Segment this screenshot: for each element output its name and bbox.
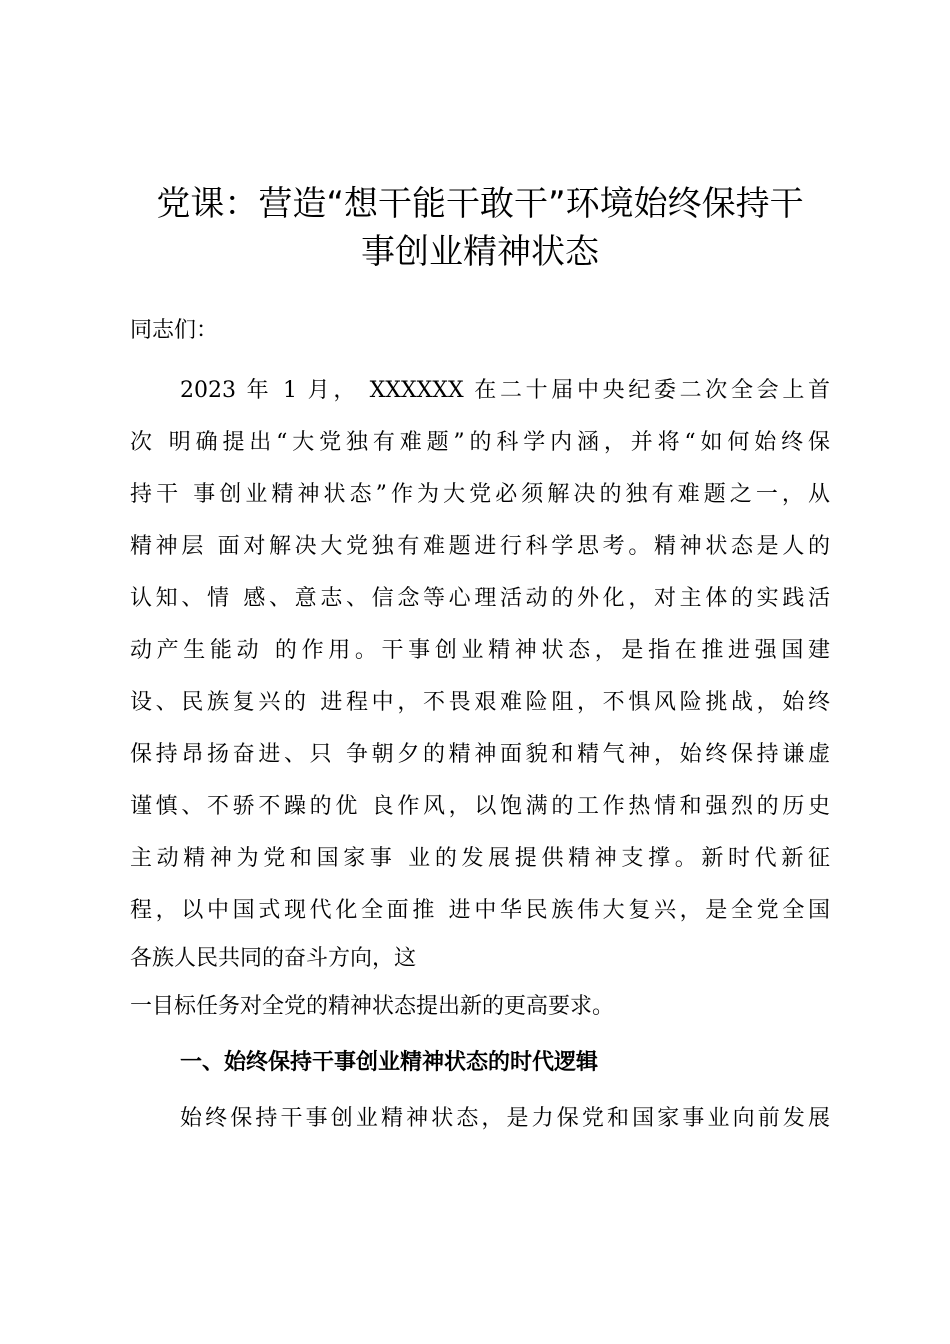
paragraph-line: 精神层 面对解决大党独有难题进行科学思考。精神状态是人的 bbox=[130, 534, 830, 559]
paragraph-line: 持干 事创业精神状态”作为大党必须解决的独有难题之一，从 bbox=[130, 482, 830, 507]
paragraph-line: 保持昂扬奋进、只 争朝夕的精神面貌和精气神，始终保持谦虚 bbox=[130, 742, 830, 767]
paragraph-line: 次 明确提出“大党独有难题”的科学内涵，并将“如何始终保 bbox=[130, 430, 830, 455]
paragraph-line: 各族人民共同的奋斗方向，这 bbox=[130, 946, 417, 971]
paragraph-line: 动产生能动 的作用。干事创业精神状态，是指在推进强国建 bbox=[130, 638, 830, 663]
paragraph-line: 一目标任务对全党的精神状态提出新的更高要求。 bbox=[130, 994, 615, 1019]
document-title-line-1: 党课：营造“想干能干敢干”环境始终保持干 bbox=[156, 184, 804, 224]
section-heading: 一、始终保持干事创业精神状态的时代逻辑 bbox=[180, 1050, 599, 1075]
document-title-line-2: 事创业精神状态 bbox=[361, 232, 599, 272]
paragraph-line: 始终保持干事创业精神状态，是力保党和国家事业向前发展 bbox=[180, 1106, 830, 1131]
paragraph-line: 认知、情 感、意志、信念等心理活动的外化，对主体的实践活 bbox=[130, 586, 830, 611]
paragraph-line: 主动精神为党和国家事 业的发展提供精神支撑。新时代新征 bbox=[130, 846, 830, 871]
paragraph-line: 程，以中国式现代化全面推 进中华民族伟大复兴，是全党全国 bbox=[130, 898, 830, 923]
paragraph-line: 谨慎、不骄不躁的优 良作风，以饱满的工作热情和强烈的历史 bbox=[130, 794, 830, 819]
salutation: 同志们： bbox=[130, 318, 219, 343]
paragraph-line: 2023 年 1 月， XXXXXX 在二十届中央纪委二次全会上首 bbox=[180, 378, 830, 403]
paragraph-line: 设、民族复兴的 进程中，不畏艰难险阻，不惧风险挑战，始终 bbox=[130, 690, 830, 715]
